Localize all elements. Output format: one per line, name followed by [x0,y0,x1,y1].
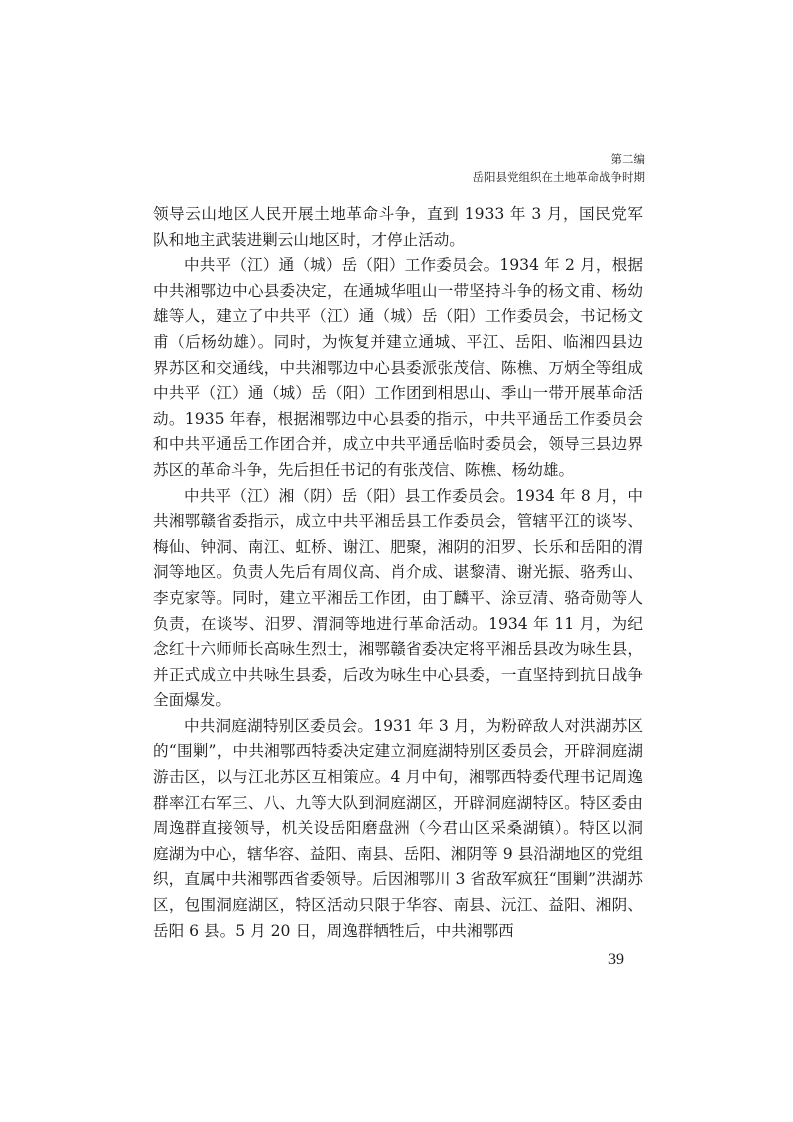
paragraph-continuation: 领导云山地区人民开展土地革命斗争，直到 1933 年 3 月，国民党军队和地主武装进剿云山地区时，才停止活动。 [153,205,643,249]
page-number: 39 [608,951,624,968]
running-head-part: 第二编 [610,152,645,166]
paragraph-ping-tong-yue-committee: 中共平（江）通（城）岳（阳）工作委员会。1934 年 2 月，根据中共湘鄂边中心县委决定，在通城华咀山一带坚持斗争的杨文甫、杨幼雄等人，建立了中共平（江）通（城）岳（阳）工作委员会，书记杨文甫（后杨幼雄）。同时，为恢复并建立通城、平江、岳阳、临湘四县边界苏区和交通线，中共湘鄂边中心县委派张茂信、陈樵、万炳全等组成中共平（江）通（城）岳（阳）工作团到相思山、季山一带开展革命活动。1935 年春，根据湘鄂边中心县委的指示，中共平通岳工作委员会和中共平通岳工作团合并，成立中共平通岳临时委员会，领导三县边界苏区的革命斗争，先后担任书记的有张茂信、陈樵、杨幼雄。 [153,256,643,479]
running-head-chapter: 岳阳县党组织在土地革命战争时期 [472,170,645,184]
running-head [473,150,646,186]
body-text [153,202,643,944]
paragraph-dongting-lake-district: 中共洞庭湖特别区委员会。1931 年 3 月，为粉碎敌人对洪湖苏区的“围剿”，中共湘鄂西特委决定建立洞庭湖特别区委员会，开辟洞庭湖游击区，以与江北苏区互相策应。4 月中旬，湘鄂西特委代理书记周逸群率江右军三、八、九等大队到洞庭湖区，开辟洞庭湖特区。特区委由周逸群直接领导，机关设岳阳磨盘洲（今君山区采桑湖镇）。特区以洞庭湖为中心，辖华容、益阳、南县、岳阳、湘阴等 9 县沿湖地区的党组织，直属中共湘鄂西省委领导。后因湘鄂川 3 省敌军疯狂“围剿”洪湖苏区，包围洞庭湖区，特区活动只限于华容、南县、沅江、益阳、湘阴、岳阳 6 县。5 月 20 日，周逸群牺牲后，中共湘鄂西 [153,716,643,940]
paragraph-ping-xiang-yue-committee: 中共平（江）湘（阴）岳（阳）县工作委员会。1934 年 8 月，中共湘鄂赣省委指示，成立中共平湘岳县工作委员会，管辖平江的谈岑、梅仙、钟洞、南江、虹桥、谢江、肥聚，湘阴的汨罗、长乐和岳阳的渭洞等地区。负责人先后有周仪高、肖介成、谌黎清、谢光振、骆秀山、李克家等。同时，建立平湘岳工作团，由丁麟平、涂豆清、骆奇勋等人负责，在谈岑、汨罗、渭洞等地进行革命活动。1934 年 11 月，为纪念红十六师师长高咏生烈士，湘鄂赣省委决定将平湘岳县改为咏生县，并正式成立中共咏生县委，后改为咏生中心县委，一直坚持到抗日战争全面爆发。 [153,486,643,710]
